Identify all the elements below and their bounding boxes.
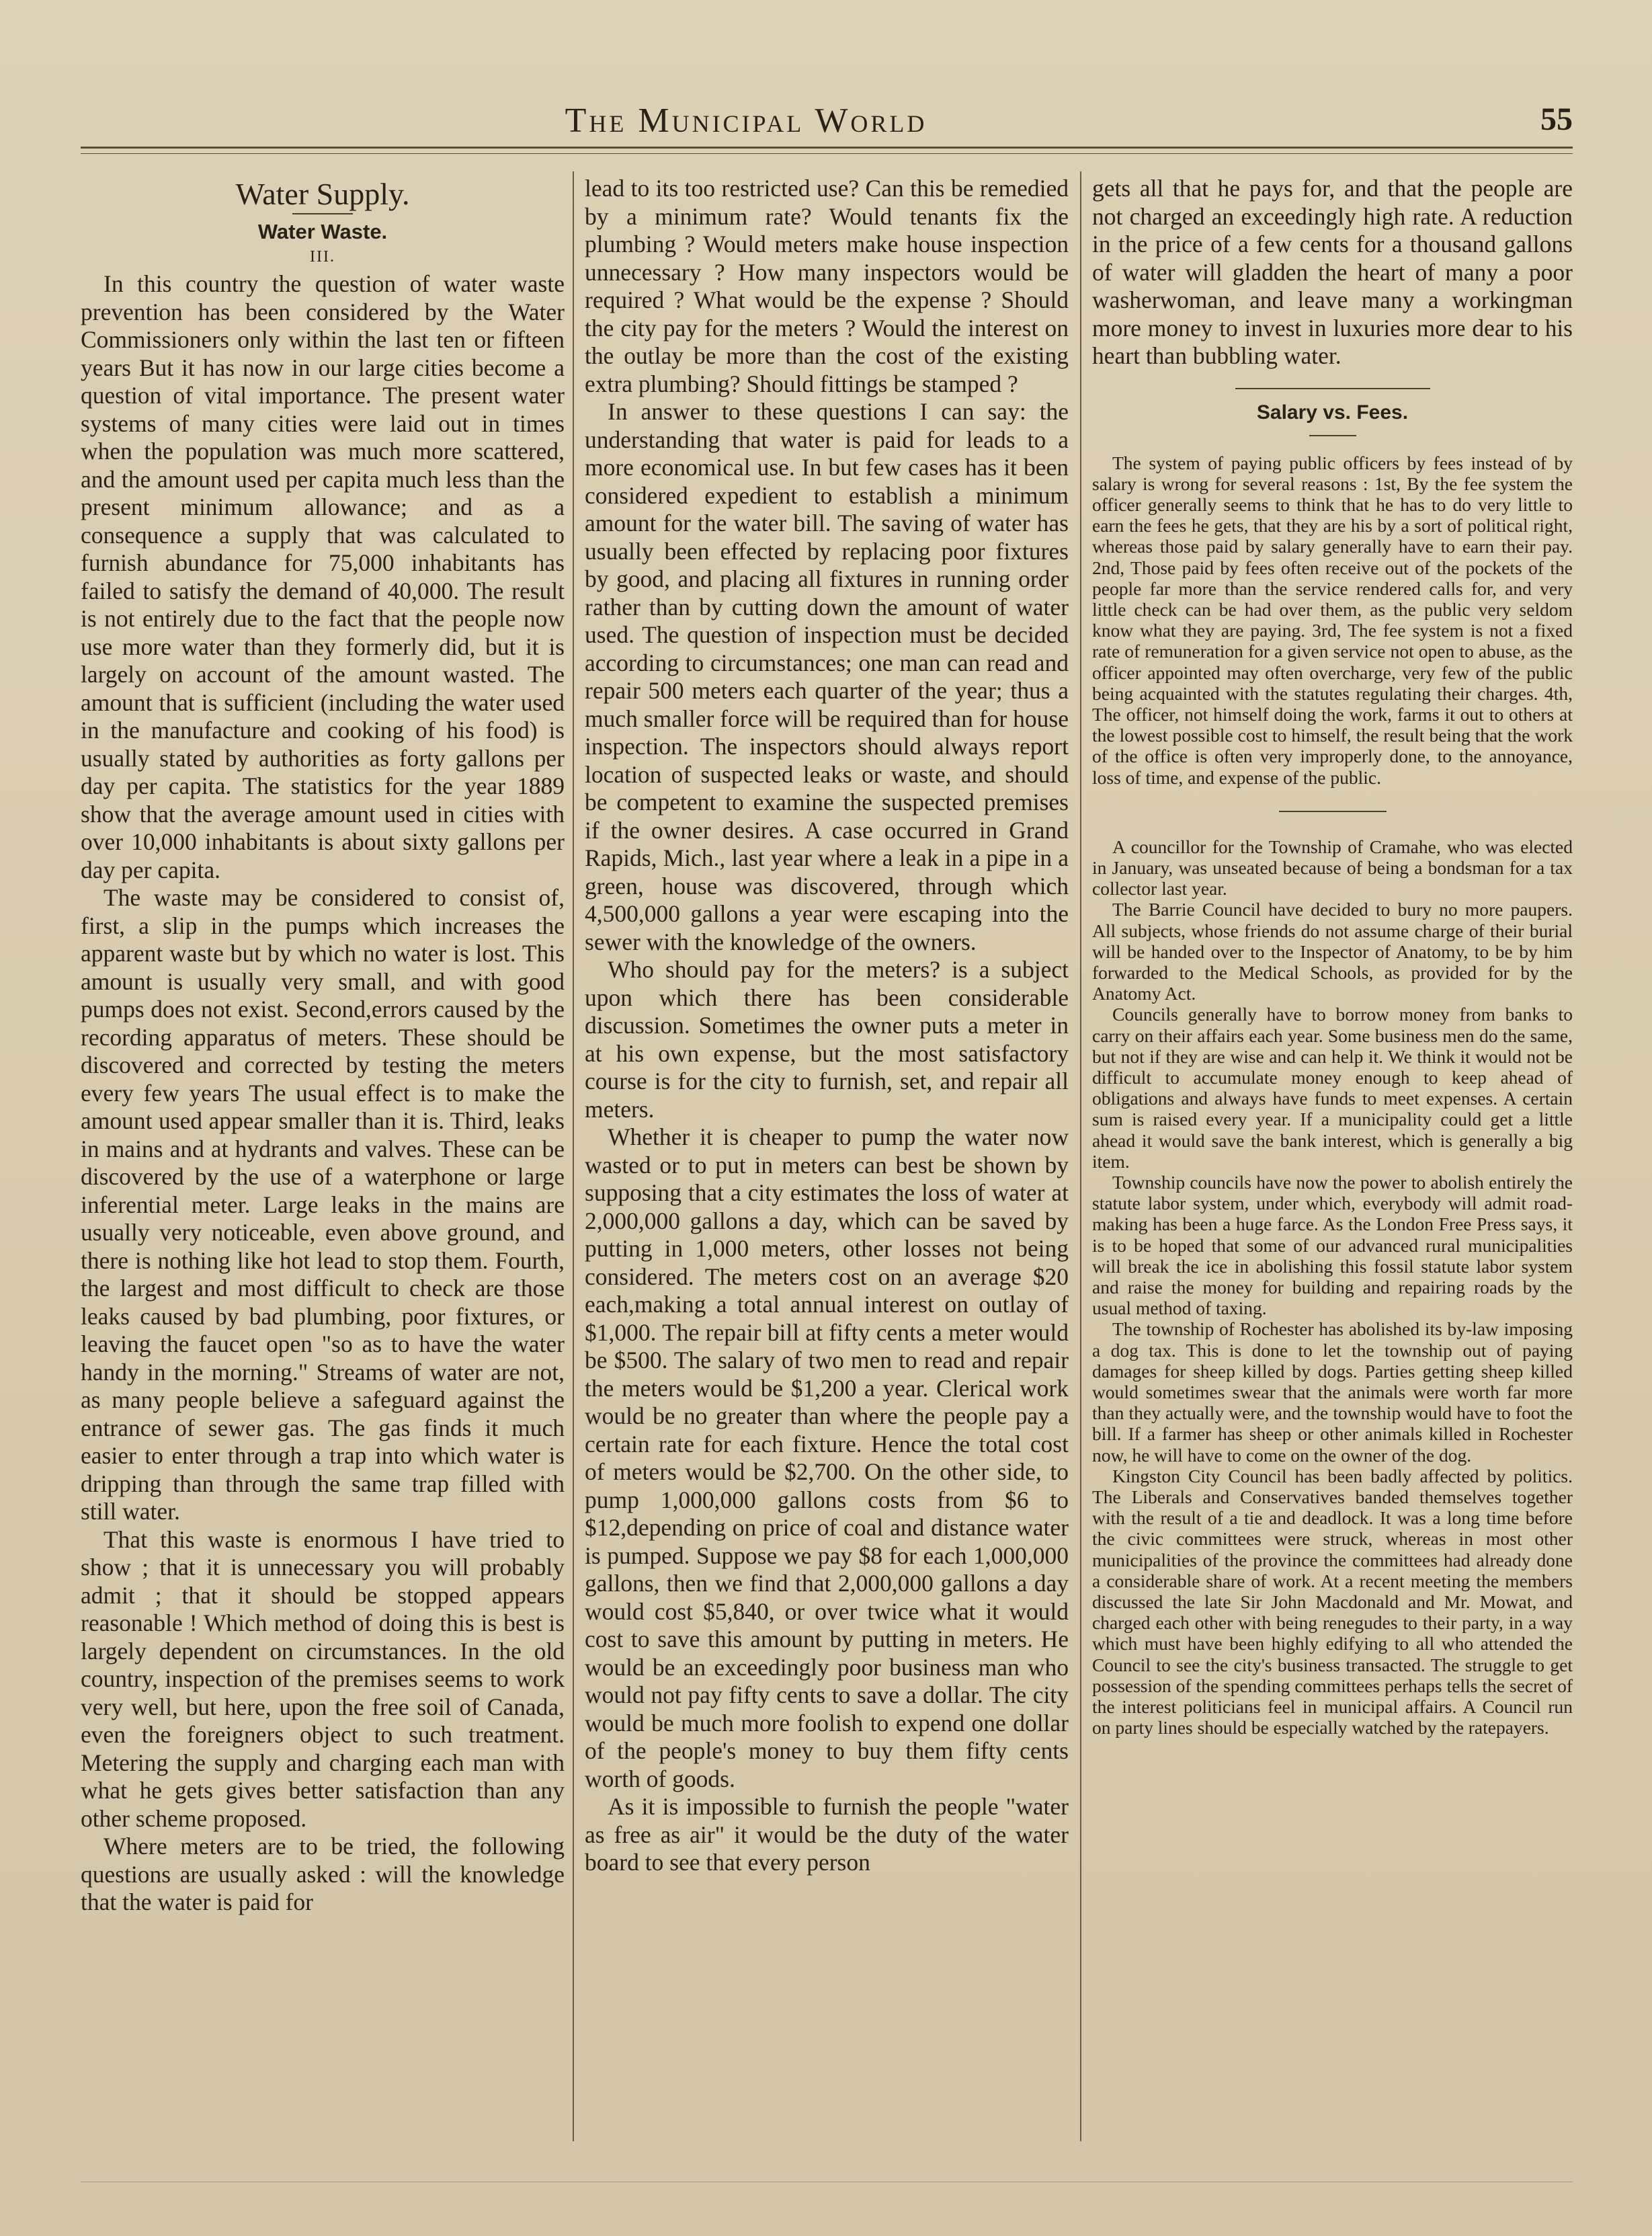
news-note: Councils generally have to borrow money from banks to carry on their affairs each year. Some business men do the same, but not if they are wise and can help it. We think it would not be difficult to accumulate money enough to keep ahead of obligations and always have funds to meet expenses. A certain sum is raised every year. If a municipality could get a little ahead it would save the bank interest, which is generally a big item. xyxy=(1092,1004,1573,1172)
paragraph: In answer to these questions I can say: the understanding that water is paid for leads to a more economical use. In but few cases has it been considered expedient to establish a minimum amount for the water bill. The saving of water has usually been effected by replacing poor fixtures by good, and placing all fixtures in running order rather than by cutting down the amount of water used. The question of inspection must be decided according to circumstances; one man can read and repair 500 meters each quarter of the year; thus a much smaller force will be required than for house inspection. The inspectors should always report location of suspected leaks or waste, and should be competent to examine the suspected premises if the owner desires. A case occurred in Grand Rapids, Mich., last year where a leak in a pipe in a green, house was discovered, through which 4,500,000 gallons a year were escaping into the sewer with the knowledge of the owners. xyxy=(585,398,1069,955)
paragraph: As it is impossible to furnish the people "water as free as air" it would be the duty of the water board to see that every person xyxy=(585,1793,1069,1876)
title-rule xyxy=(292,213,353,214)
page-number: 55 xyxy=(1540,102,1573,137)
paragraph: lead to its too restricted use? Can this be remedied by a minimum rate? Would tenants fix the plumbing ? Would meters make house inspection unnecessary ? How many inspectors would be required ? What would be the expense ? Should the city pay for the meters ? Would the interest on the outlay be more than the cost of the existing extra plumbing? Should fittings be stamped ? xyxy=(585,175,1069,397)
column-1 xyxy=(81,175,565,2124)
publication-title: The Municipal World xyxy=(565,102,927,140)
section-rule xyxy=(1235,388,1430,389)
paragraph: The waste may be considered to consist of, first, a slip in the pumps which increases the apparent waste but by which no water is lost. This amount is usually very small, and with good pumps does not exist. Second,errors caused by the recording apparatus of meters. These should be discovered and corrected by testing the meters every few years The usual effect is to make the amount used appear smaller than it is. Third, leaks in mains and at hydrants and valves. These can be discovered by the use of a waterphone or large inferential meter. Large leaks in the mains are usually very noticeable, even above ground, and there is nothing like hot lead to stop them. Fourth, the largest and most difficult to check are those leaks caused by bad plumbing, poor fixtures, or leaving the faucet open "so as to have the water handy in the morning." Streams of water are not, as many people believe a safeguard against the entrance of sewer gas. The gas finds it much easier to enter through a trap into which water is dripping than through the same trap filled with still water. xyxy=(81,884,565,1525)
news-note: The township of Rochester has abolished its by-law imposing a dog tax. This is done to let the township out of paying damages for sheep killed by dogs. Parties getting sheep killed would sometimes swear that the animals were worth far more than they actually were, and the township would have to foot the bill. If a farmer has sheep or other animals killed in Rochester now, he will have to come on the owner of the dog. xyxy=(1092,1318,1573,1466)
paragraph: That this waste is enormous I have tried to show ; that it is unnecessary you will probably admit ; that it should be stopped appears reasonable ! Which method of doing this is best is largely dependent on circumstances. In the old country, inspection of the premises seems to work very well, but here, upon the free soil of Canada, even the foreigners object to such treatment. Metering the supply and charging each man with what he gets gives better satisfaction than any other scheme proposed. xyxy=(81,1525,565,1832)
article-title: Salary vs. Fees. xyxy=(1256,401,1409,424)
paragraph: Who should pay for the meters? is a subject upon which there has been considerable discussion. Sometimes the owner puts a meter in at his own expense, but the most satisfactory course is for the city to furnish, set, and repair all meters. xyxy=(585,956,1069,1123)
news-note: Township councils have now the power to abolish entirely the statute labor system, under which, everybody will admit road-making has been a huge farce. As the London Free Press says, it is to be hoped that some of our advanced rural municipalities will break the ice in abolishing this fossil statute labor system and raise the money for building and repairing roads by the usual method of taxing. xyxy=(1092,1172,1573,1319)
paragraph: gets all that he pays for, and that the people are not charged an exceedingly high rate. A reduction in the price of a few cents for a thousand gallons of water will gladden the heart of many a poor washerwoman, and leave many a workingman more money to invest in luxuries more dear to his heart than bubbling water. xyxy=(1092,175,1573,369)
news-note: A councillor for the Township of Cramahe, who was elected in January, was unseated because of being a bondsman for a tax collector last year. xyxy=(1092,836,1573,900)
column-divider xyxy=(573,171,574,2141)
article-title: Water Supply. xyxy=(235,177,410,211)
news-note: The Barrie Council have decided to bury no more paupers. All subjects, whose friends do not assume charge of their burial will be handed over to the Inspector of Anatomy, to be by him forwarded to the Medical Schools, as provided for by the Anatomy Act. xyxy=(1092,899,1573,1004)
news-note: Kingston City Council has been badly affected by politics. The Liberals and Conservatives banded themselves together with the result of a tie and deadlock. It was a long time before the civic committees were struck, whereas in most other municipalities of the province the committees had already done a considerable share of work. At a recent meeting the members discussed the late Sir John Macdonald and Mr. Mowat, and charged each other with being renegudes to their party, in a way which must have been highly edifying to all who attended the Council to see the city's business transacted. The struggle to get possession of the spending committees perhaps tells the secret of the interest politicians feel in municipal affairs. A Council run on party lines should be especially watched by the ratepayers. xyxy=(1092,1465,1573,1739)
paragraph: Whether it is cheaper to pump the water now wasted or to put in meters can best be shown by supposing that a city estimates the loss of water at 2,000,000 gallons a day, which can be saved by putting in 1,000 meters, other losses not being considered. The meters cost on an average $20 each,making a total annual interest on outlay of $1,000. The repair bill at fifty cents a meter would be $500. The salary of two men to read and repair the meters would be $1,200 a year. Clerical work would be no greater than where the people pay a certain rate for each fixture. Hence the total cost of meters would be $2,700. On the other side, to pump 1,000,000 gallons costs from $6 to $12,depending on price of coal and distance water is pumped. Suppose we pay $8 for each 1,000,000 gallons, then we find that 2,000,000 gallons a day would cost $5,840, or over twice what it would cost to save this amount by putting in meters. He would be an exceedingly poor business man who would not pay fifty cents to save a dollar. The city would be much more foolish to expend one dollar of the people's money to buy them fifty cents worth of goods. xyxy=(585,1123,1069,1792)
section-rule xyxy=(1279,811,1387,812)
paragraph: In this country the question of water waste prevention has been considered by the Water Commissioners only within the last ten or fifteen years But it has now in our large cities become a question of vital importance. The present water systems of many cities were laid out in times when the population was much more scattered, and the amount used per capita much less than the present minimum allowance; and as a consequence a supply that was calculated to furnish abundance for 75,000 inhabitants has failed to satisfy the demand of 40,000. The result is not entirely due to the fact that the people now use more water than they formerly did, but it is largely on account of the amount wasted. The amount that is sufficient (including the water used in the manufacture and cooking of his food) is usually stated by authorities as forty gallons per day per capita. The statistics for the year 1889 show that the average amount used in cities with over 10,000 inhabitants is about sixty gallons per day per capita. xyxy=(81,270,565,883)
column-divider xyxy=(1080,171,1081,2141)
article-part: III. xyxy=(310,248,335,266)
header-rule-thin xyxy=(81,153,1573,154)
header-rule xyxy=(81,147,1573,149)
column-3 xyxy=(1092,175,1573,2124)
column-2 xyxy=(585,175,1069,2124)
title-rule xyxy=(1309,435,1356,436)
page-header xyxy=(81,101,1573,148)
paragraph: The system of paying public officers by fees instead of by salary is wrong for several reasons : 1st, By the fee system the officer generally seems to think that he has to do very little to earn the fees he gets, that they are his by a sort of political right, whereas those paid by salary generally have to earn their pay. 2nd, Those paid by fees often receive out of the pockets of the people far more than the service rendered calls for, and very little check can be had over them, as the public very seldom know what they are paying. 3rd, The fee system is not a fixed rate of remuneration for a given service not open to abuse, as the officer appointed may often overcharge, very few of the public being acquainted with the statutes regulating their charges. 4th, The officer, not himself doing the work, farms it out to others at the lowest possible cost to himself, the result being that the work of the office is often very improperly done, to the annoyance, loss of time, and expense of the public. xyxy=(1092,452,1573,788)
paragraph: Where meters are to be tried, the following questions are usually asked : will the knowledge that the water is paid for xyxy=(81,1833,565,1915)
article-subtitle: Water Waste. xyxy=(257,220,388,243)
